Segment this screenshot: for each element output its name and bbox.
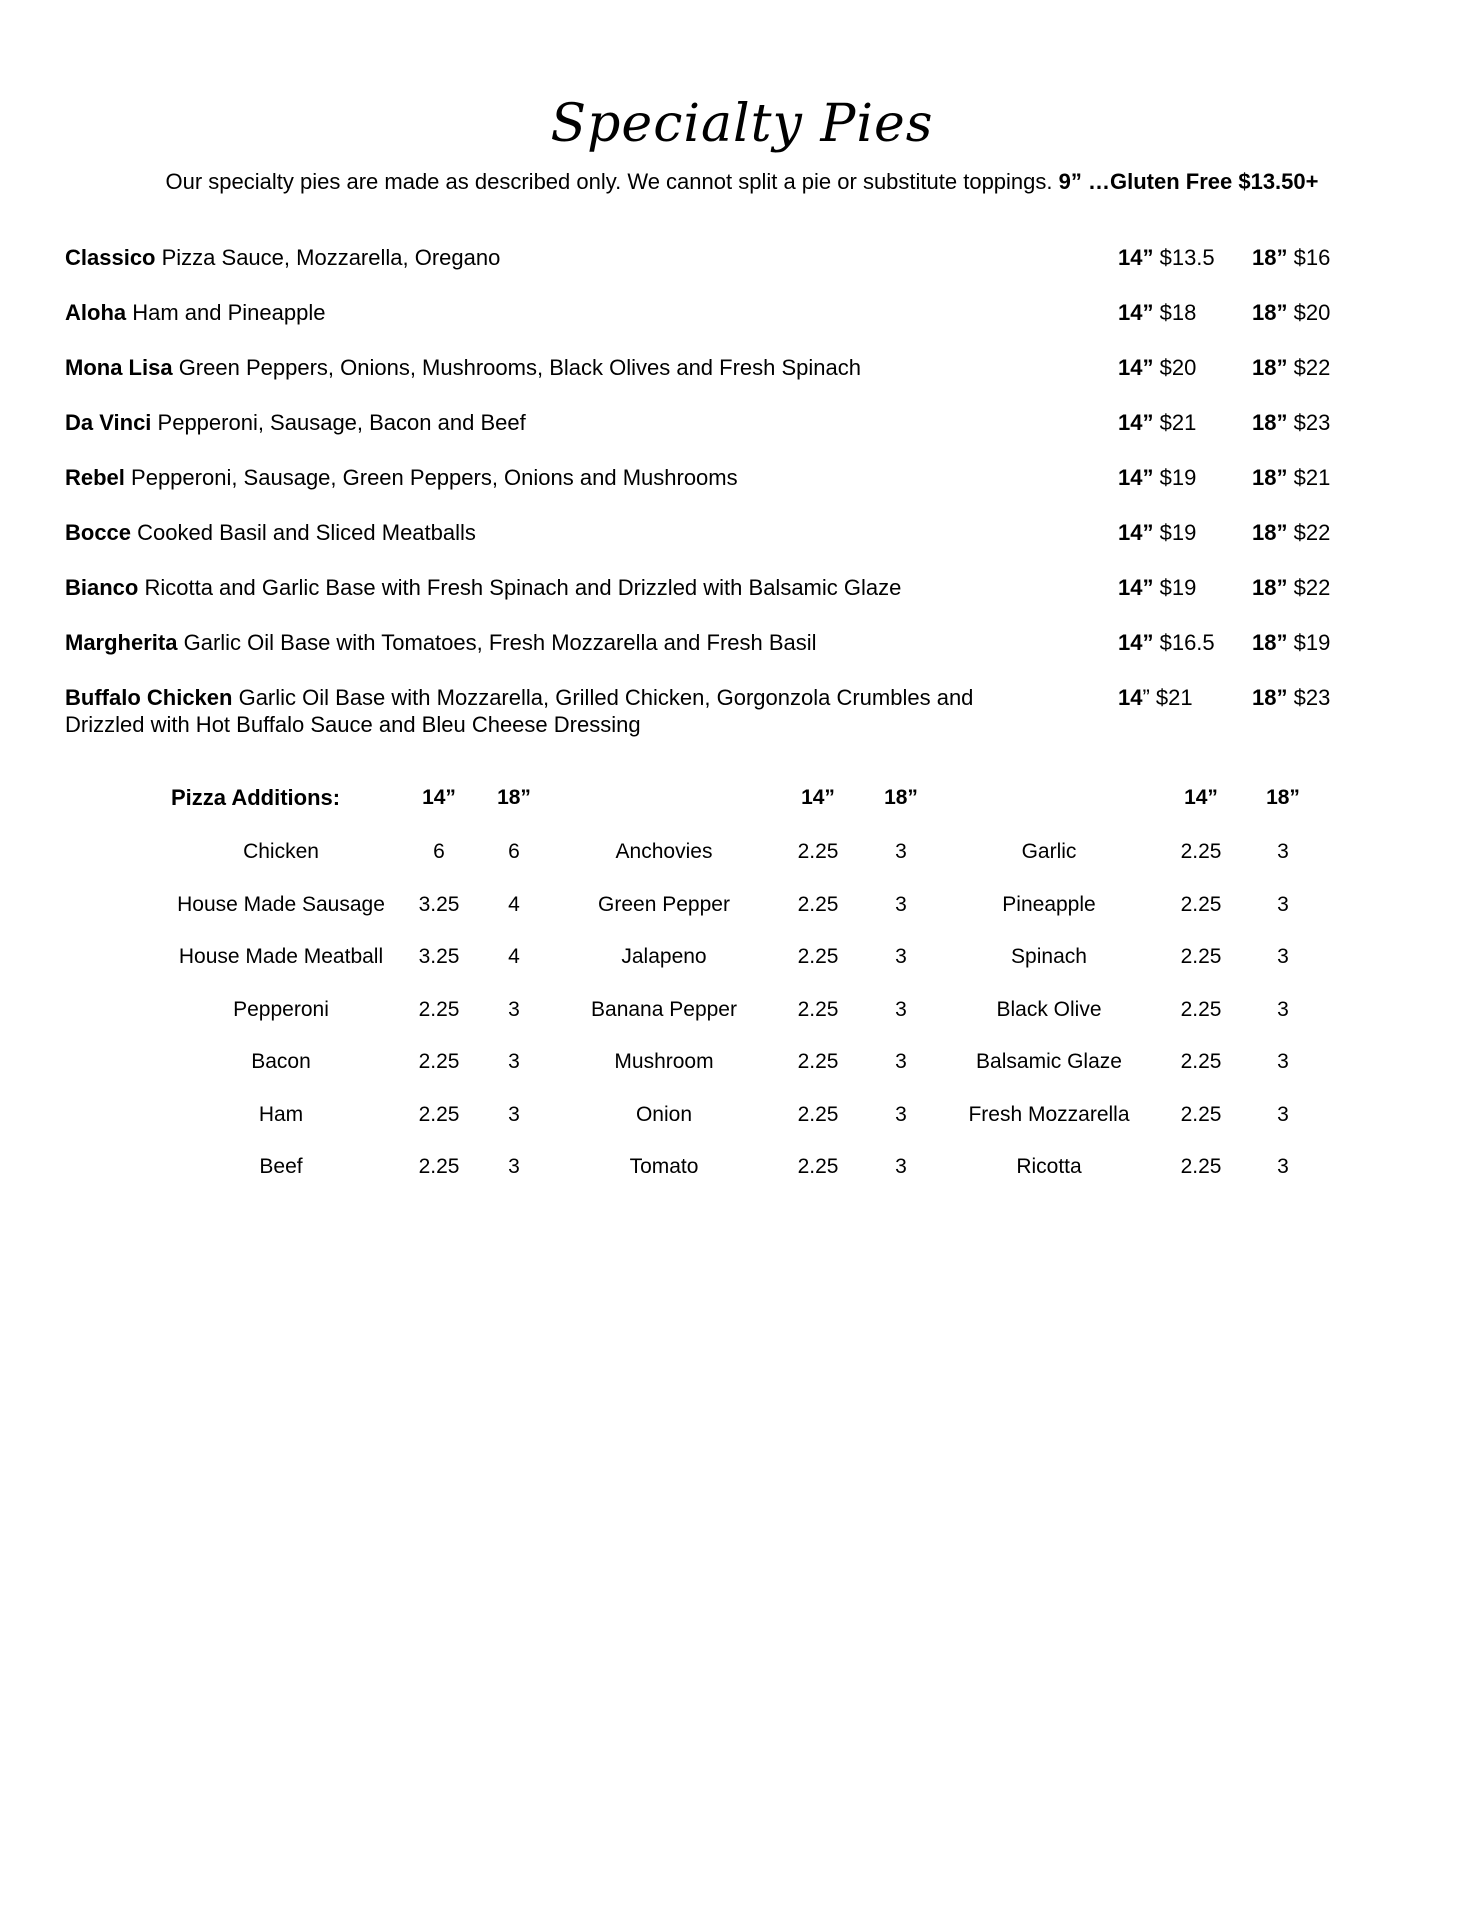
price-value: $21 bbox=[1153, 410, 1197, 435]
price-14-inch bbox=[1118, 519, 1196, 546]
addition-price-18: 3 bbox=[895, 997, 907, 1021]
pie-row bbox=[65, 629, 1365, 685]
size-label: 14” bbox=[1118, 575, 1154, 600]
size-label: 14 bbox=[1118, 685, 1143, 710]
addition-name: House Made Meatball bbox=[178, 945, 384, 968]
pie-row bbox=[65, 464, 1365, 520]
additions-heading: Pizza Additions: bbox=[171, 785, 341, 810]
addition-name: Jalapeno bbox=[621, 945, 707, 968]
addition-price-18: 3 bbox=[895, 1102, 907, 1126]
addition-name: Ham bbox=[258, 1102, 304, 1126]
addition-name: Pepperoni bbox=[233, 997, 329, 1021]
pie-description bbox=[65, 519, 1045, 546]
price-18-inch bbox=[1252, 684, 1330, 711]
addition-name: Chicken bbox=[243, 840, 319, 863]
pie-name: Rebel bbox=[65, 465, 125, 490]
column-header-14: 14” bbox=[801, 786, 835, 809]
addition-price-14: 2.25 bbox=[1180, 892, 1222, 916]
size-label: 18” bbox=[1252, 575, 1288, 600]
pie-description bbox=[65, 629, 1045, 656]
addition-price-18: 3 bbox=[508, 1155, 520, 1178]
addition-price-14: 2.25 bbox=[418, 1155, 460, 1178]
size-label: 18” bbox=[1252, 410, 1288, 435]
pie-description bbox=[65, 354, 1045, 381]
addition-price-14: 2.25 bbox=[1180, 840, 1222, 863]
price-14-inch bbox=[1118, 244, 1215, 271]
price-value: $13.5 bbox=[1153, 245, 1215, 270]
pie-description bbox=[65, 574, 1045, 601]
addition-price-18: 3 bbox=[508, 1050, 520, 1073]
addition-price-14: 2.25 bbox=[797, 945, 839, 968]
price-14-inch bbox=[1118, 354, 1196, 381]
addition-price-18: 3 bbox=[895, 840, 907, 863]
addition-name: Spinach bbox=[1011, 945, 1087, 968]
pie-row bbox=[65, 244, 1365, 300]
price-14-inch bbox=[1118, 409, 1196, 436]
price-value: $16 bbox=[1287, 245, 1331, 270]
addition-name: Mushroom bbox=[614, 1050, 714, 1073]
size-label: 14” bbox=[1118, 520, 1154, 545]
column-header-14: 14” bbox=[422, 786, 456, 809]
price-14-inch bbox=[1118, 684, 1193, 711]
price-14-inch bbox=[1118, 464, 1196, 491]
pie-toppings: Cooked Basil and Sliced Meatballs bbox=[131, 520, 476, 545]
addition-price-18: 3 bbox=[1277, 997, 1289, 1021]
pie-toppings: Pizza Sauce, Mozzarella, Oregano bbox=[155, 245, 501, 270]
addition-price-18: 3 bbox=[895, 1155, 907, 1178]
column-header-14: 14” bbox=[1184, 786, 1218, 809]
addition-price-14: 2.25 bbox=[1180, 1050, 1222, 1073]
addition-price-14: 2.25 bbox=[1180, 997, 1222, 1021]
pie-row bbox=[65, 684, 1365, 740]
price-value: $21 bbox=[1287, 465, 1331, 490]
size-label: 18” bbox=[1252, 245, 1288, 270]
addition-price-18: 3 bbox=[1277, 840, 1289, 863]
addition-price-18: 4 bbox=[508, 892, 520, 916]
price-value: $18 bbox=[1153, 300, 1197, 325]
addition-price-18: 3 bbox=[895, 945, 907, 968]
addition-name: Tomato bbox=[629, 1155, 699, 1178]
size-label: 18” bbox=[1252, 520, 1288, 545]
addition-name: Fresh Mozzarella bbox=[968, 1102, 1130, 1126]
addition-name: Black Olive bbox=[996, 997, 1102, 1021]
size-label: 18” bbox=[1252, 685, 1288, 710]
pie-name: Aloha bbox=[65, 300, 127, 325]
pie-description bbox=[65, 299, 1045, 326]
subtitle-text: Our specialty pies are made as described only. We cannot split a pie or substitute toppings. bbox=[165, 169, 1053, 194]
addition-name: Garlic bbox=[1021, 840, 1077, 863]
pie-toppings: Garlic Oil Base with Mozzarella, Grilled Chicken, Gorgonzola Crumbles and Drizzled with Hot Buffalo Sauce and Bleu Cheese Dressing bbox=[65, 685, 974, 737]
addition-price-14: 6 bbox=[433, 840, 445, 863]
price-value: ” $21 bbox=[1142, 685, 1193, 710]
pie-toppings: Ham and Pineapple bbox=[126, 300, 326, 325]
addition-price-14: 2.25 bbox=[418, 997, 460, 1021]
addition-price-18: 3 bbox=[895, 892, 907, 916]
pie-name: Bianco bbox=[65, 575, 139, 600]
addition-name: Balsamic Glaze bbox=[976, 1050, 1122, 1073]
addition-name: House Made Sausage bbox=[177, 892, 385, 916]
price-value: $19 bbox=[1153, 465, 1197, 490]
column-header-18: 18” bbox=[884, 786, 918, 809]
price-18-inch bbox=[1252, 244, 1330, 271]
price-18-inch bbox=[1252, 299, 1330, 326]
pie-name: Classico bbox=[65, 245, 156, 270]
page-title: Specialty Pies bbox=[550, 94, 934, 154]
pie-name: Da Vinci bbox=[65, 410, 152, 435]
addition-price-14: 2.25 bbox=[1180, 945, 1222, 968]
addition-price-14: 2.25 bbox=[418, 1050, 460, 1073]
addition-price-14: 2.25 bbox=[418, 1102, 460, 1126]
price-18-inch bbox=[1252, 519, 1330, 546]
size-label: 14” bbox=[1118, 355, 1154, 380]
addition-price-14: 2.25 bbox=[1180, 1155, 1222, 1178]
addition-name: Beef bbox=[259, 1155, 303, 1178]
addition-price-14: 2.25 bbox=[797, 1050, 839, 1073]
addition-price-18: 3 bbox=[1277, 892, 1289, 916]
pie-description bbox=[65, 244, 1045, 271]
addition-price-18: 3 bbox=[1277, 1102, 1289, 1126]
price-value: $23 bbox=[1287, 685, 1331, 710]
size-label: 14” bbox=[1118, 630, 1154, 655]
price-18-inch bbox=[1252, 629, 1330, 656]
price-18-inch bbox=[1252, 464, 1330, 491]
pie-toppings: Ricotta and Garlic Base with Fresh Spinach and Drizzled with Balsamic Glaze bbox=[138, 575, 902, 600]
pie-row bbox=[65, 409, 1365, 465]
addition-name: Green Pepper bbox=[598, 892, 730, 916]
addition-price-18: 4 bbox=[508, 945, 520, 968]
size-label: 18” bbox=[1252, 465, 1288, 490]
addition-price-14: 3.25 bbox=[418, 945, 460, 968]
pie-toppings: Pepperoni, Sausage, Green Peppers, Onions and Mushrooms bbox=[124, 465, 738, 490]
pie-name: Bocce bbox=[65, 520, 132, 545]
pie-row bbox=[65, 519, 1365, 575]
gluten-free-note: 9” …Gluten Free $13.50+ bbox=[1058, 169, 1319, 194]
pie-toppings: Garlic Oil Base with Tomatoes, Fresh Mozzarella and Fresh Basil bbox=[177, 630, 817, 655]
price-value: $20 bbox=[1153, 355, 1197, 380]
pie-toppings: Pepperoni, Sausage, Bacon and Beef bbox=[151, 410, 526, 435]
size-label: 14” bbox=[1118, 300, 1154, 325]
addition-name: Bacon bbox=[251, 1050, 311, 1073]
pizza-additions-table bbox=[0, 785, 1484, 1205]
price-value: $20 bbox=[1287, 300, 1331, 325]
column-header-18: 18” bbox=[1266, 786, 1300, 809]
addition-price-14: 2.25 bbox=[797, 892, 839, 916]
pie-row bbox=[65, 354, 1365, 410]
addition-price-14: 2.25 bbox=[797, 1102, 839, 1126]
column-header-18: 18” bbox=[497, 786, 531, 809]
addition-price-18: 3 bbox=[1277, 945, 1289, 968]
price-18-inch bbox=[1252, 354, 1330, 381]
addition-price-18: 3 bbox=[508, 1102, 520, 1126]
size-label: 14” bbox=[1118, 245, 1154, 270]
addition-price-18: 3 bbox=[1277, 1050, 1289, 1073]
addition-price-18: 6 bbox=[508, 840, 520, 863]
size-label: 18” bbox=[1252, 355, 1288, 380]
subtitle bbox=[0, 168, 1484, 196]
addition-price-18: 3 bbox=[508, 997, 520, 1021]
price-14-inch bbox=[1118, 629, 1215, 656]
price-value: $23 bbox=[1287, 410, 1331, 435]
price-value: $16.5 bbox=[1153, 630, 1215, 655]
size-label: 18” bbox=[1252, 630, 1288, 655]
addition-price-18: 3 bbox=[1277, 1155, 1289, 1178]
addition-price-14: 2.25 bbox=[797, 1155, 839, 1178]
addition-name: Anchovies bbox=[615, 840, 713, 863]
price-value: $22 bbox=[1287, 575, 1331, 600]
price-value: $22 bbox=[1287, 520, 1331, 545]
price-value: $22 bbox=[1287, 355, 1331, 380]
pie-toppings: Green Peppers, Onions, Mushrooms, Black Olives and Fresh Spinach bbox=[172, 355, 862, 380]
pie-description bbox=[65, 684, 1045, 738]
addition-price-18: 3 bbox=[895, 1050, 907, 1073]
price-14-inch bbox=[1118, 299, 1196, 326]
addition-name: Banana Pepper bbox=[591, 997, 737, 1021]
addition-name: Pineapple bbox=[1002, 892, 1096, 916]
price-18-inch bbox=[1252, 409, 1330, 436]
addition-name: Ricotta bbox=[1016, 1155, 1082, 1178]
pie-description bbox=[65, 464, 1045, 491]
pie-name: Buffalo Chicken bbox=[65, 685, 233, 710]
pie-row bbox=[65, 574, 1365, 630]
size-label: 18” bbox=[1252, 300, 1288, 325]
size-label: 14” bbox=[1118, 465, 1154, 490]
addition-price-14: 3.25 bbox=[418, 892, 460, 916]
price-14-inch bbox=[1118, 574, 1196, 601]
price-value: $19 bbox=[1287, 630, 1331, 655]
size-label: 14” bbox=[1118, 410, 1154, 435]
pie-row bbox=[65, 299, 1365, 355]
pie-name: Margherita bbox=[65, 630, 178, 655]
addition-price-14: 2.25 bbox=[797, 840, 839, 863]
pie-description bbox=[65, 409, 1045, 436]
price-value: $19 bbox=[1153, 575, 1197, 600]
addition-price-14: 2.25 bbox=[797, 997, 839, 1021]
price-value: $19 bbox=[1153, 520, 1197, 545]
addition-price-14: 2.25 bbox=[1180, 1102, 1222, 1126]
addition-name: Onion bbox=[635, 1102, 693, 1126]
pie-name: Mona Lisa bbox=[65, 355, 173, 380]
price-18-inch bbox=[1252, 574, 1330, 601]
